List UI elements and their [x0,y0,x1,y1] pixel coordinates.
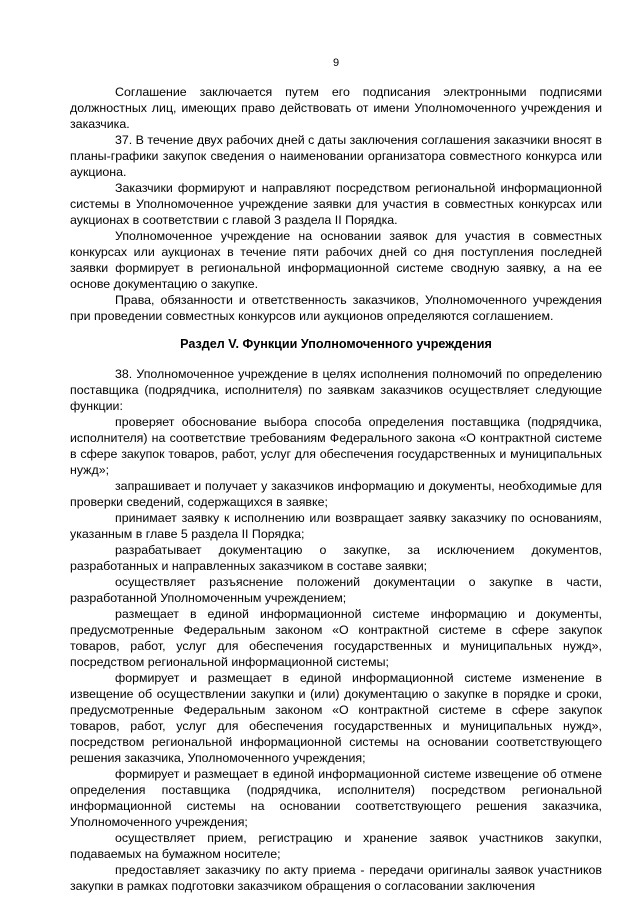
document-body [70,84,602,894]
list-item: осуществляет прием, регистрацию и хранение заявок участников закупки, подаваемых на бумажном носителе; [70,831,602,861]
paragraph: 38. Уполномоченное учреждение в целях исполнения полномочий по определению поставщика (подрядчика, исполнителя) по заявкам заказчиков осуществляет следующие функции: [70,367,602,413]
list-item: запрашивает и получает у заказчиков информацию и документы, необходимые для проверки сведений, содержащихся в заявке; [70,479,602,509]
list-item: формирует и размещает в единой информационной системе изменение в извещение об осуществлении закупки и (или) документацию о закупке в порядке и сроки, предусмотренные Федеральным законом «О контрактной системе в сфере закупок товаров, работ, услуг для обеспечения государственных и муниципальных нужд», посредством региональной информационной системы на основании соответствующего решения заказчика, Уполномоченного учреждения; [70,671,602,765]
list-item: предоставляет заказчику по акту приема - передачи оригиналы заявок участников закупки в рамках подготовки заказчиком обращения о согласовании заключения [70,863,602,893]
list-item: осуществляет разъяснение положений документации о закупке в части, разработанной Уполномоченным учреждением; [70,575,602,605]
list-item: формирует и размещает в единой информационной системе извещение об отмене определения поставщика (подрядчика, исполнителя) посредством региональной информационной системы на основании соответствующего решения заказчика, Уполномоченного учреждения; [70,767,602,829]
list-item: принимает заявку к исполнению или возвращает заявку заказчику по основаниям, указанным в главе 5 раздела II Порядка; [70,511,602,541]
list-item: проверяет обоснование выбора способа определения поставщика (подрядчика, исполнителя) на соответствие требованиям Федерального закона «О контрактной системе в сфере закупок товаров, работ, услуг для обеспечения государственных и муниципальных нужд»; [70,415,602,477]
list-item: размещает в единой информационной системе информацию и документы, предусмотренные Федеральным законом «О контрактной системе в сфере закупок товаров, работ, услуг для обеспечения государственных и муниципальных нужд», посредством региональной информационной системы; [70,607,602,669]
paragraph: 37. В течение двух рабочих дней с даты заключения соглашения заказчики вносят в планы-графики закупок сведения о наименовании организатора совместного конкурса или аукциона. [70,133,602,179]
paragraph: Заказчики формируют и направляют посредством региональной информационной системы в Уполномоченное учреждение заявки для участия в совместных конкурсах или аукционах в соответствии с главой 3 раздела II Порядка. [70,181,602,227]
document-page [70,0,602,905]
paragraph: Права, обязанности и ответственность заказчиков, Уполномоченного учреждения при проведении совместных конкурсов или аукционов определяются соглашением. [70,293,602,323]
section-heading: Раздел V. Функции Уполномоченного учреждения [180,337,492,351]
page-number: 9 [332,57,340,69]
paragraph: Соглашение заключается путем его подписания электронными подписями должностных лиц, имеющих право действовать от имени Уполномоченного учреждения и заказчика. [70,85,602,131]
paragraph: Уполномоченное учреждение на основании заявок для участия в совместных конкурсах или аукционах в течение пяти рабочих дней со дня поступления последней заявки формирует в региональной информационной системе сводную заявку, а на ее основе документацию о закупке. [70,229,602,291]
list-item: разрабатывает документацию о закупке, за исключением документов, разработанных и направленных заказчиком в составе заявки; [70,543,602,573]
